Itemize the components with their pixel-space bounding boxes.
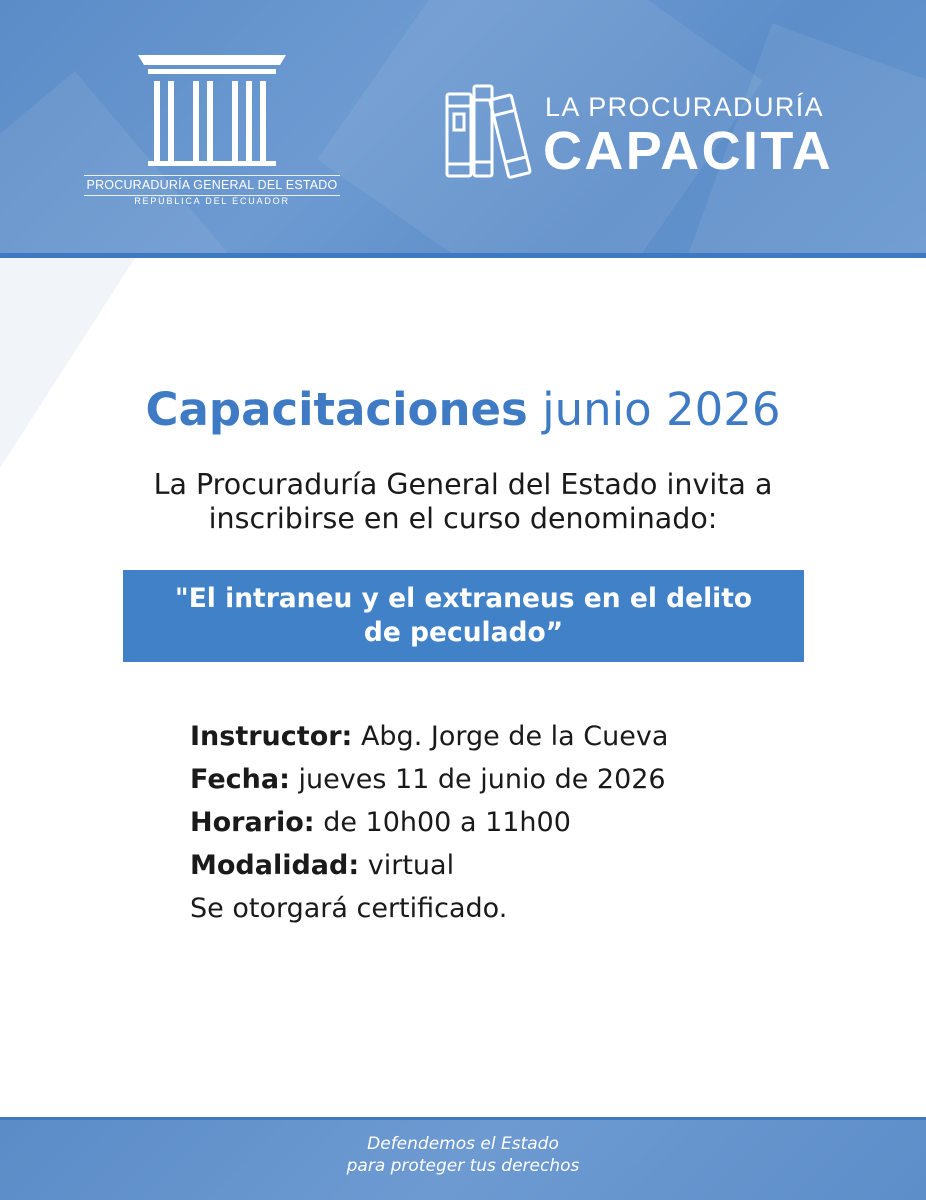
- title-bold: Capacitaciones: [145, 383, 528, 436]
- date-label: Fecha:: [190, 764, 290, 795]
- brand-line-1: LA PROCURADURÍA: [545, 92, 825, 122]
- title-light: junio 2026: [542, 383, 781, 436]
- schedule-label: Horario:: [190, 807, 315, 838]
- course-title-line-1: "El intraneu y el extraneus en el delito: [174, 583, 753, 614]
- org-logo: [84, 55, 340, 215]
- column-pillars-icon: [138, 55, 286, 167]
- invitation-line-1: La Procuraduría General del Estado invita a: [153, 468, 773, 501]
- footer-banner: [0, 1120, 926, 1200]
- schedule-value: de 10h00 a 11h00: [323, 807, 571, 838]
- modality-row: [190, 844, 830, 887]
- footer-slogan: [0, 1133, 926, 1177]
- footer-slogan-line-2: para proteger tus derechos: [346, 1156, 580, 1176]
- page-title: [0, 380, 926, 440]
- invitation-line-2: inscribirse en el curso denominado:: [208, 502, 718, 535]
- course-title-line-2: de peculado”: [363, 617, 564, 648]
- course-title: [139, 582, 789, 650]
- date-row: [190, 758, 830, 801]
- modality-value: virtual: [367, 850, 455, 881]
- instructor-row: [190, 715, 830, 758]
- instructor-value: Abg. Jorge de la Cueva: [360, 721, 669, 752]
- schedule-row: [190, 801, 830, 844]
- course-details: [190, 715, 830, 930]
- date-value: jueves 11 de junio de 2026: [298, 764, 666, 795]
- header-divider: [0, 253, 926, 258]
- org-subtitle: REPÚBLICA DEL ECUADOR: [134, 196, 290, 206]
- certificate-note: Se otorgará certificado.: [190, 893, 508, 924]
- modality-label: Modalidad:: [190, 850, 360, 881]
- instructor-label: Instructor:: [190, 721, 353, 752]
- course-banner: [123, 570, 804, 662]
- books-icon: [443, 82, 535, 180]
- org-name: PROCURADURÍA GENERAL DEL ESTADO: [84, 175, 340, 196]
- footer-slogan-line-1: Defendemos el Estado: [367, 1134, 559, 1154]
- brand-logo: [443, 82, 853, 182]
- invitation-text: [80, 468, 846, 536]
- header-banner: [0, 0, 926, 253]
- brand-line-2: CAPACITA: [543, 121, 834, 181]
